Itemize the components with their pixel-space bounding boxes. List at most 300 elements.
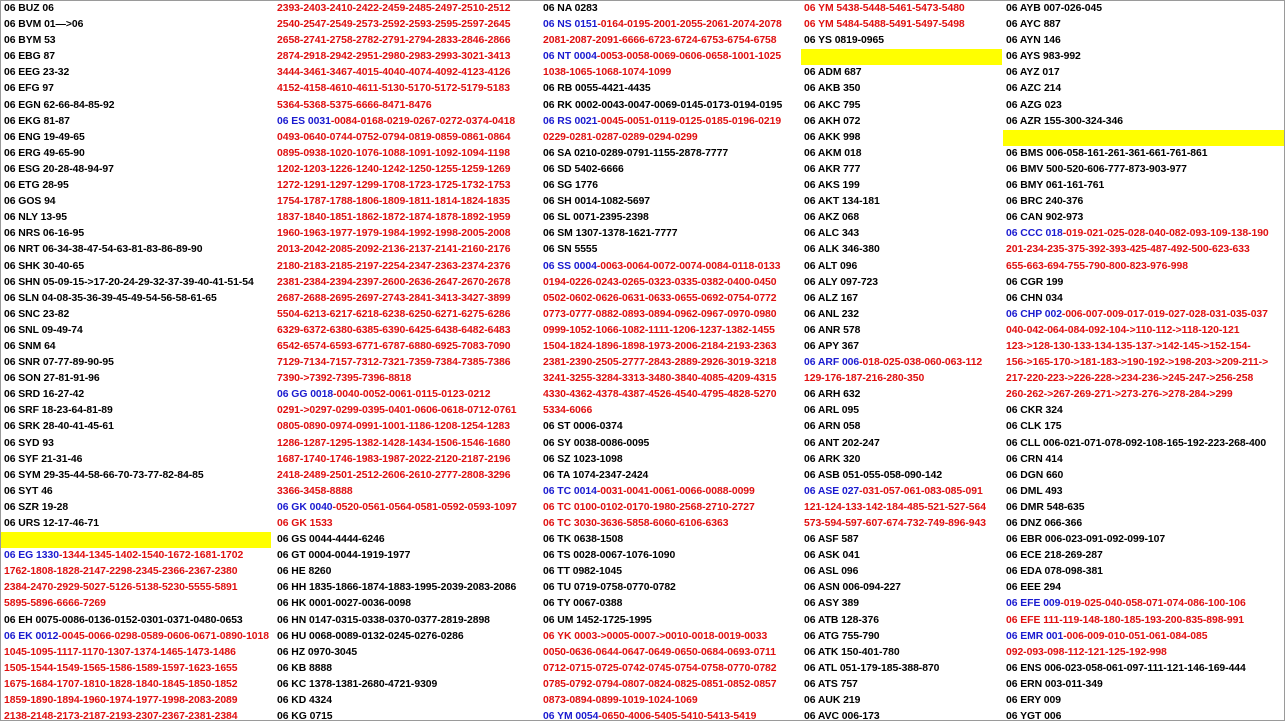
plate-entry [274, 178, 540, 194]
plate-entry [1003, 371, 1285, 387]
entry-text: 06 NRS 06-16-95 [4, 228, 85, 240]
plate-entry [1, 146, 271, 162]
plate-entry [1, 355, 271, 371]
number-list: 201-234-235-375-392-393-425-487-492-500-623-633 [1006, 244, 1250, 256]
plate-entry [1003, 33, 1285, 49]
entry-text: 06 SNR 07-77-89-90-95 [4, 357, 114, 369]
plate-entry [540, 452, 801, 468]
number-list: 655-663-694-755-790-800-823-976-998 [1006, 260, 1188, 272]
number-list: -0045-0051-0119-0125-0185-0196-0219 [597, 115, 782, 127]
entry-text: 06 EGN 62-66-84-85-92 [4, 99, 115, 111]
plate-entry [540, 307, 801, 323]
number-list: 0999-1052-1066-1082-1111-1206-1237-1382-1455 [543, 324, 775, 336]
plate-entry [1, 339, 271, 355]
entry-text: 06 EEG 23-32 [4, 67, 70, 79]
plate-entry [801, 693, 1002, 709]
series-start-code: 06 ES 0031 [277, 115, 331, 127]
plate-entry [1003, 17, 1285, 33]
series-start-code: 06 EFE 009 [1006, 598, 1061, 610]
plate-entry [540, 49, 801, 65]
number-list: 2874-2918-2942-2951-2980-2983-2993-3021-3413 [277, 51, 511, 63]
entry-text: 06 ATG 755-790 [804, 630, 880, 642]
series-start-code: 06 EK 0012 [4, 630, 59, 642]
plate-entry [540, 484, 801, 500]
number-list: -0650-4006-5405-5410-5413-5419 [598, 711, 757, 721]
entry-text: 06 AUK 219 [804, 695, 861, 707]
column-2 [273, 1, 540, 720]
number-list: 0773-0777-0882-0893-0894-0962-0967-0970-0980 [543, 308, 777, 320]
entry-text: 06 AKK 998 [804, 131, 861, 143]
plate-entry [540, 339, 801, 355]
number-list: 3366-3458-8888 [277, 485, 353, 497]
number-list: 5364-5368-5375-6666-8471-8476 [277, 99, 432, 111]
plate-entry [1, 516, 271, 532]
entry-text: 06 GT 0004-0044-1919-1977 [277, 550, 411, 562]
highlight-separator [1003, 130, 1285, 146]
plate-entry [1003, 677, 1285, 693]
plate-entry [1003, 307, 1285, 323]
number-list: 0194-0226-0243-0265-0323-0335-0382-0400-0450 [543, 276, 777, 288]
number-list: 1504-1824-1896-1898-1973-2006-2184-2193-2363 [543, 340, 777, 352]
plate-entry [1003, 162, 1285, 178]
entry-text: 06 ARL 095 [804, 405, 859, 417]
plate-entry [1, 484, 271, 500]
entry-text: 06 SYM 29-35-44-58-66-70-73-77-82-84-85 [4, 469, 204, 481]
number-list: -0045-0066-0298-0589-0606-0671-0890-1018 [58, 630, 269, 642]
entry-text: 06 SNM 64 [4, 340, 56, 352]
entry-text: 06 SNC 23-82 [4, 308, 70, 320]
plate-entry [1, 81, 271, 97]
entry-text: 06 AKT 134-181 [804, 196, 880, 208]
number-list: 1960-1963-1977-1979-1984-1992-1998-2005-2008 [277, 228, 511, 240]
plate-entry [801, 146, 1002, 162]
plate-entry [1, 226, 271, 242]
plate-entry [1, 419, 271, 435]
number-list: 0502-0602-0626-0631-0633-0655-0692-0754-0772 [543, 292, 777, 304]
plate-entry [801, 242, 1002, 258]
entry-text: 06 BMV 500-520-606-777-873-903-977 [1006, 163, 1187, 175]
entry-text: 06 ECE 218-269-287 [1006, 550, 1103, 562]
number-list: 1045-1095-1117-1170-1307-1374-1465-1473-1486 [4, 646, 236, 658]
plate-entry [274, 275, 540, 291]
plate-entry [1003, 484, 1285, 500]
plate-entry [274, 661, 540, 677]
plate-entry [274, 291, 540, 307]
plate-entry [540, 226, 801, 242]
highlight-separator [801, 49, 1002, 65]
entry-text: 06 SD 5402-6666 [543, 163, 624, 175]
entry-text: 06 YS 0819-0965 [804, 35, 884, 47]
entry-text: 06 SYT 46 [4, 485, 53, 497]
number-list: -031-057-061-083-085-091 [859, 485, 983, 497]
plate-entry [1, 709, 271, 721]
entry-text: 06 SLN 04-08-35-36-39-45-49-54-56-58-61-65 [4, 292, 217, 304]
plate-entry [1003, 1, 1285, 17]
plate-entry [274, 419, 540, 435]
plate-entry [801, 403, 1002, 419]
plate-entry [540, 661, 801, 677]
plate-entry [801, 162, 1002, 178]
number-list: 06 TC 0100-0102-0170-1980-2568-2710-2727 [543, 501, 755, 513]
plate-entry [801, 419, 1002, 435]
plate-entry [274, 17, 540, 33]
plate-entry [1003, 403, 1285, 419]
entry-text: 06 TY 0067-0388 [543, 598, 623, 610]
number-list: 2384-2470-2929-5027-5126-5138-5230-5555-5891 [4, 582, 238, 594]
entry-text: 06 NRT 06-34-38-47-54-63-81-83-86-89-90 [4, 244, 203, 256]
entry-text: 06 HE 8260 [277, 566, 332, 578]
entry-text: 06 BRC 240-376 [1006, 196, 1084, 208]
plate-entry [1, 403, 271, 419]
entry-text: 06 ALZ 167 [804, 292, 858, 304]
plate-entry [801, 596, 1002, 612]
entry-text: 06 ATS 757 [804, 678, 858, 690]
plate-entry [801, 484, 1002, 500]
plate-entry [274, 403, 540, 419]
plate-entry [1, 452, 271, 468]
plate-entry [1, 677, 271, 693]
entry-text: 06 GS 0044-4444-6246 [277, 534, 385, 546]
plate-entry [540, 532, 801, 548]
entry-text: 06 BMS 006-058-161-261-361-661-761-861 [1006, 147, 1208, 159]
series-start-code: 06 CCC 018 [1006, 228, 1063, 240]
entry-text: 06 SN 5555 [543, 244, 598, 256]
plate-entry [274, 500, 540, 516]
number-list: -006-007-009-017-019-027-028-031-035-037 [1061, 308, 1268, 320]
entry-text: 06 AYN 146 [1006, 35, 1061, 47]
number-list: 3444-3461-3467-4015-4040-4074-4092-4123-4126 [277, 67, 511, 79]
number-list: 573-594-597-607-674-732-749-896-943 [804, 518, 986, 529]
entry-text: 06 SHN 05-09-15->17-20-24-29-32-37-39-40-41-51-54 [4, 276, 254, 288]
entry-text: 06 GOS 94 [4, 196, 56, 208]
plate-entry [801, 564, 1002, 580]
entry-text: 06 ST 0006-0374 [543, 421, 623, 433]
entry-text: 06 SZR 19-28 [4, 501, 69, 513]
plate-entry [274, 645, 540, 661]
number-list: 217-220-223->226-228->234-236->245-247->256-258 [1006, 373, 1254, 385]
entry-text: 06 NA 0283 [543, 3, 598, 14]
number-list: 7390->7392-7395-7396-8818 [277, 373, 412, 385]
entry-text: 06 ALK 346-380 [804, 244, 880, 256]
series-start-code: 06 ARF 006 [804, 357, 860, 369]
plate-entry [1003, 291, 1285, 307]
number-list: 1859-1890-1894-1960-1974-1977-1998-2083-2089 [4, 695, 238, 707]
plate-entry [801, 387, 1002, 403]
plate-entry [540, 387, 801, 403]
plate-entry [801, 210, 1002, 226]
entry-text: 06 AKB 350 [804, 83, 861, 95]
entry-text: 06 ENS 006-023-058-061-097-111-121-146-169-444 [1006, 662, 1246, 674]
series-start-code: 06 EG 1330 [4, 550, 59, 562]
number-list: 5895-5896-6666-7269 [4, 598, 106, 610]
number-list: 1038-1065-1068-1074-1099 [543, 67, 672, 79]
plate-entry [1003, 114, 1285, 130]
entry-text: 06 ATK 150-401-780 [804, 646, 900, 658]
plate-entry [274, 564, 540, 580]
plate-entry [274, 629, 540, 645]
plate-entry [274, 436, 540, 452]
number-list: -019-025-040-058-071-074-086-100-106 [1060, 598, 1246, 610]
plate-entry [1003, 275, 1285, 291]
number-list: 156->165-170->181-183->190-192->198-203->209-211-> [1006, 357, 1269, 369]
entry-text: 06 SON 27-81-91-96 [4, 373, 100, 385]
entry-text: 06 TU 0719-0758-0770-0782 [543, 582, 676, 594]
plate-entry [274, 242, 540, 258]
plate-entry [540, 162, 801, 178]
number-list: -0520-0561-0564-0581-0592-0593-1097 [332, 501, 517, 513]
number-list: 2393-2403-2410-2422-2459-2485-2497-2510-2512 [277, 3, 511, 14]
plate-entry [1, 468, 271, 484]
number-list: 123->128-130-133-134-135-137->142-145->152-154- [1006, 340, 1251, 352]
entry-text: 06 EKG 81-87 [4, 115, 70, 127]
plate-entry [801, 194, 1002, 210]
plate-entry [801, 114, 1002, 130]
number-list: -019-021-025-028-040-082-093-109-138-190 [1062, 228, 1269, 240]
plate-entry [274, 371, 540, 387]
plate-entry [1003, 419, 1285, 435]
plate-entry [540, 613, 801, 629]
plate-entry [801, 613, 1002, 629]
plate-entry [540, 98, 801, 114]
entry-text: 06 KD 4324 [277, 695, 332, 707]
entry-text: 06 ARN 058 [804, 421, 861, 433]
plate-entry [540, 178, 801, 194]
entry-text: 06 TA 1074-2347-2424 [543, 469, 649, 481]
plate-entry [801, 661, 1002, 677]
plate-entry [1, 596, 271, 612]
number-list: -0084-0168-0219-0267-0272-0374-0418 [330, 115, 516, 127]
entry-text: 06 SH 0014-1082-5697 [543, 196, 651, 208]
number-list: -0063-0064-0072-0074-0084-0118-0133 [596, 260, 781, 272]
number-list: 06 YM 5484-5488-5491-5497-5498 [804, 19, 965, 31]
plate-entry [801, 65, 1002, 81]
number-list: 0050-0636-0644-0647-0649-0650-0684-0693-0711 [543, 646, 776, 658]
entry-text: 06 TT 0982-1045 [543, 566, 622, 578]
plate-entry [274, 130, 540, 146]
plate-entry [540, 194, 801, 210]
number-list: 06 GK 1533 [277, 518, 333, 529]
plate-entry [1003, 532, 1285, 548]
entry-text: 06 ASB 051-055-058-090-142 [804, 469, 943, 481]
plate-entry [1, 613, 271, 629]
entry-text: 06 AKZ 068 [804, 212, 860, 224]
plate-entry [540, 548, 801, 564]
entry-text: 06 RB 0055-4421-4435 [543, 83, 651, 95]
entry-text: 06 AYS 983-992 [1006, 51, 1081, 63]
plate-entry [1, 130, 271, 146]
number-list: 1837-1840-1851-1862-1872-1874-1878-1892-1959 [277, 212, 511, 224]
plate-entry [274, 162, 540, 178]
number-list: 06 EFE 111-119-148-180-185-193-200-835-898-991 [1006, 614, 1245, 626]
plate-entry [274, 194, 540, 210]
plate-entry [801, 516, 1002, 532]
number-list: 6329-6372-6380-6385-6390-6425-6438-6482-6483 [277, 324, 511, 336]
entry-text: 06 AYB 007-026-045 [1006, 3, 1102, 14]
plate-entry [540, 355, 801, 371]
number-list: 1687-1740-1746-1983-1987-2022-2120-2187-2196 [277, 453, 511, 465]
plate-entry [1, 114, 271, 130]
plate-entry [274, 709, 540, 721]
number-list: 129-176-187-216-280-350 [804, 373, 925, 385]
plate-entry [1, 98, 271, 114]
plate-entry [540, 645, 801, 661]
plate-entry [801, 1, 1002, 17]
plate-entry [1003, 693, 1285, 709]
entry-text: 06 HK 0001-0027-0036-0098 [277, 598, 411, 610]
entry-text: 06 BMY 061-161-761 [1006, 180, 1105, 192]
number-list: 3241-3255-3284-3313-3480-3840-4085-4209-4315 [543, 373, 777, 385]
plate-entry [540, 114, 801, 130]
series-start-code: 06 GG 0018 [277, 389, 334, 401]
entry-text: 06 TK 0638-1508 [543, 534, 624, 546]
entry-text: 06 SHK 30-40-65 [4, 260, 85, 272]
series-start-code: 06 GK 0040 [277, 501, 333, 513]
plate-entry [540, 259, 801, 275]
plate-entry [1, 661, 271, 677]
plate-entry [1003, 564, 1285, 580]
number-list: 5504-6213-6217-6218-6238-6250-6271-6275-6286 [277, 308, 511, 320]
plate-entry [1003, 65, 1285, 81]
entry-text: 06 SRK 28-40-41-45-61 [4, 421, 114, 433]
plate-entry [274, 452, 540, 468]
plate-entry [801, 259, 1002, 275]
plate-entry [274, 596, 540, 612]
plate-entry [1, 194, 271, 210]
entry-text: 06 ASK 041 [804, 550, 860, 562]
plate-entry [1003, 98, 1285, 114]
entry-text: 06 ERY 009 [1006, 695, 1061, 707]
plate-entry [274, 226, 540, 242]
plate-entry [1, 17, 271, 33]
number-list: 0712-0715-0725-0742-0745-0754-0758-0770-0782 [543, 662, 777, 674]
plate-entry [540, 65, 801, 81]
plate-entry [274, 98, 540, 114]
entry-text: 06 ATB 128-376 [804, 614, 879, 626]
plate-entry [801, 275, 1002, 291]
entry-text: 06 SY 0038-0086-0095 [543, 437, 650, 449]
number-list: 2540-2547-2549-2573-2592-2593-2595-2597-2645 [277, 19, 511, 31]
plate-entry [540, 210, 801, 226]
plate-entry [801, 709, 1002, 721]
number-list: 2381-2390-2505-2777-2843-2889-2926-3019-3218 [543, 357, 777, 369]
plate-entry [540, 403, 801, 419]
number-list: 1505-1544-1549-1565-1586-1589-1597-1623-1655 [4, 662, 238, 674]
plate-entry [801, 371, 1002, 387]
plate-entry [801, 33, 1002, 49]
plate-entry [1, 307, 271, 323]
plate-entry [801, 452, 1002, 468]
entry-text: 06 AKS 199 [804, 180, 860, 192]
number-list: 4330-4362-4378-4387-4526-4540-4795-4828-5270 [543, 389, 777, 401]
entry-text: 06 CLL 006-021-071-078-092-108-165-192-223-268-400 [1006, 437, 1267, 449]
highlight-separator [1, 532, 271, 548]
plate-entry [540, 677, 801, 693]
series-start-code: 06 SS 0004 [543, 260, 597, 272]
plate-entry [1003, 178, 1285, 194]
plate-entry [801, 532, 1002, 548]
entry-text: 06 HH 1835-1866-1874-1883-1995-2039-2083-2086 [277, 582, 517, 594]
plate-entry [1003, 146, 1285, 162]
plate-entry [1, 291, 271, 307]
plate-entry [540, 629, 801, 645]
entry-text: 06 CKR 324 [1006, 405, 1063, 417]
entry-text: 06 HZ 0970-3045 [277, 646, 358, 658]
plate-entry [801, 98, 1002, 114]
plate-entry [801, 178, 1002, 194]
plate-entry [274, 307, 540, 323]
plate-entry [1003, 259, 1285, 275]
plate-entry [274, 65, 540, 81]
plate-entry [540, 146, 801, 162]
plate-entry [540, 323, 801, 339]
plate-entry [274, 693, 540, 709]
entry-text: 06 AKC 795 [804, 99, 861, 111]
entry-text: 06 SM 1307-1378-1621-7777 [543, 228, 678, 240]
plate-entry [540, 1, 801, 17]
plate-entry [1, 1, 271, 17]
entry-text: 06 YGT 006 [1006, 711, 1062, 721]
number-list: 0291->0297-0299-0395-0401-0606-0618-0712-0761 [277, 405, 517, 417]
column-3 [539, 1, 801, 720]
plate-entry [1003, 49, 1285, 65]
plate-entry [801, 226, 1002, 242]
entry-text: 06 EEE 294 [1006, 582, 1061, 594]
number-list: 2687-2688-2695-2697-2743-2841-3413-3427-3899 [277, 292, 511, 304]
plate-entry [540, 371, 801, 387]
plate-entry [540, 580, 801, 596]
plate-entry [274, 1, 540, 17]
number-list: 2081-2087-2091-6666-6723-6724-6753-6754-6758 [543, 35, 777, 47]
column-5 [1002, 1, 1285, 720]
number-list: 06 TC 3030-3636-5858-6060-6106-6363 [543, 518, 729, 529]
number-list: 1286-1287-1295-1382-1428-1434-1506-1546-1680 [277, 437, 511, 449]
entry-text: 06 BUZ 06 [4, 3, 54, 14]
plate-entry [274, 516, 540, 532]
plate-entry [801, 677, 1002, 693]
plate-entry [801, 629, 1002, 645]
plate-entry [274, 387, 540, 403]
number-list: 7129-7134-7157-7312-7321-7359-7384-7385-7386 [277, 357, 511, 369]
plate-entry [1003, 516, 1285, 532]
entry-text: 06 HU 0068-0089-0132-0245-0276-0286 [277, 630, 464, 642]
plate-entry [1003, 436, 1285, 452]
entry-text: 06 ALT 096 [804, 260, 858, 272]
plate-entry [801, 130, 1002, 146]
plate-entry [1003, 548, 1285, 564]
plate-entry [1, 564, 271, 580]
entry-text: 06 SG 1776 [543, 180, 598, 192]
plate-entry [540, 17, 801, 33]
series-start-code: 06 EMR 001 [1006, 630, 1064, 642]
plate-entry [1003, 613, 1285, 629]
entry-text: 06 SZ 1023-1098 [543, 453, 623, 465]
number-list: -0040-0052-0061-0115-0123-0212 [333, 389, 491, 401]
entry-text: 06 UM 1452-1725-1995 [543, 614, 652, 626]
entry-text: 06 ALC 343 [804, 228, 860, 240]
plate-entry [540, 709, 801, 721]
plate-entry [801, 17, 1002, 33]
plate-entry [1003, 500, 1285, 516]
entry-text: 06 ETG 28-95 [4, 180, 69, 192]
plate-entry [274, 49, 540, 65]
entry-text: 06 ADM 687 [804, 67, 862, 79]
plate-entry [1, 580, 271, 596]
number-list: 0805-0890-0974-0991-1001-1186-1208-1254-1283 [277, 421, 510, 433]
entry-text: 06 ANT 202-247 [804, 437, 880, 449]
entry-text: 06 AYC 887 [1006, 19, 1061, 31]
entry-text: 06 AKM 018 [804, 147, 862, 159]
entry-text: 06 NLY 13-95 [4, 212, 67, 224]
